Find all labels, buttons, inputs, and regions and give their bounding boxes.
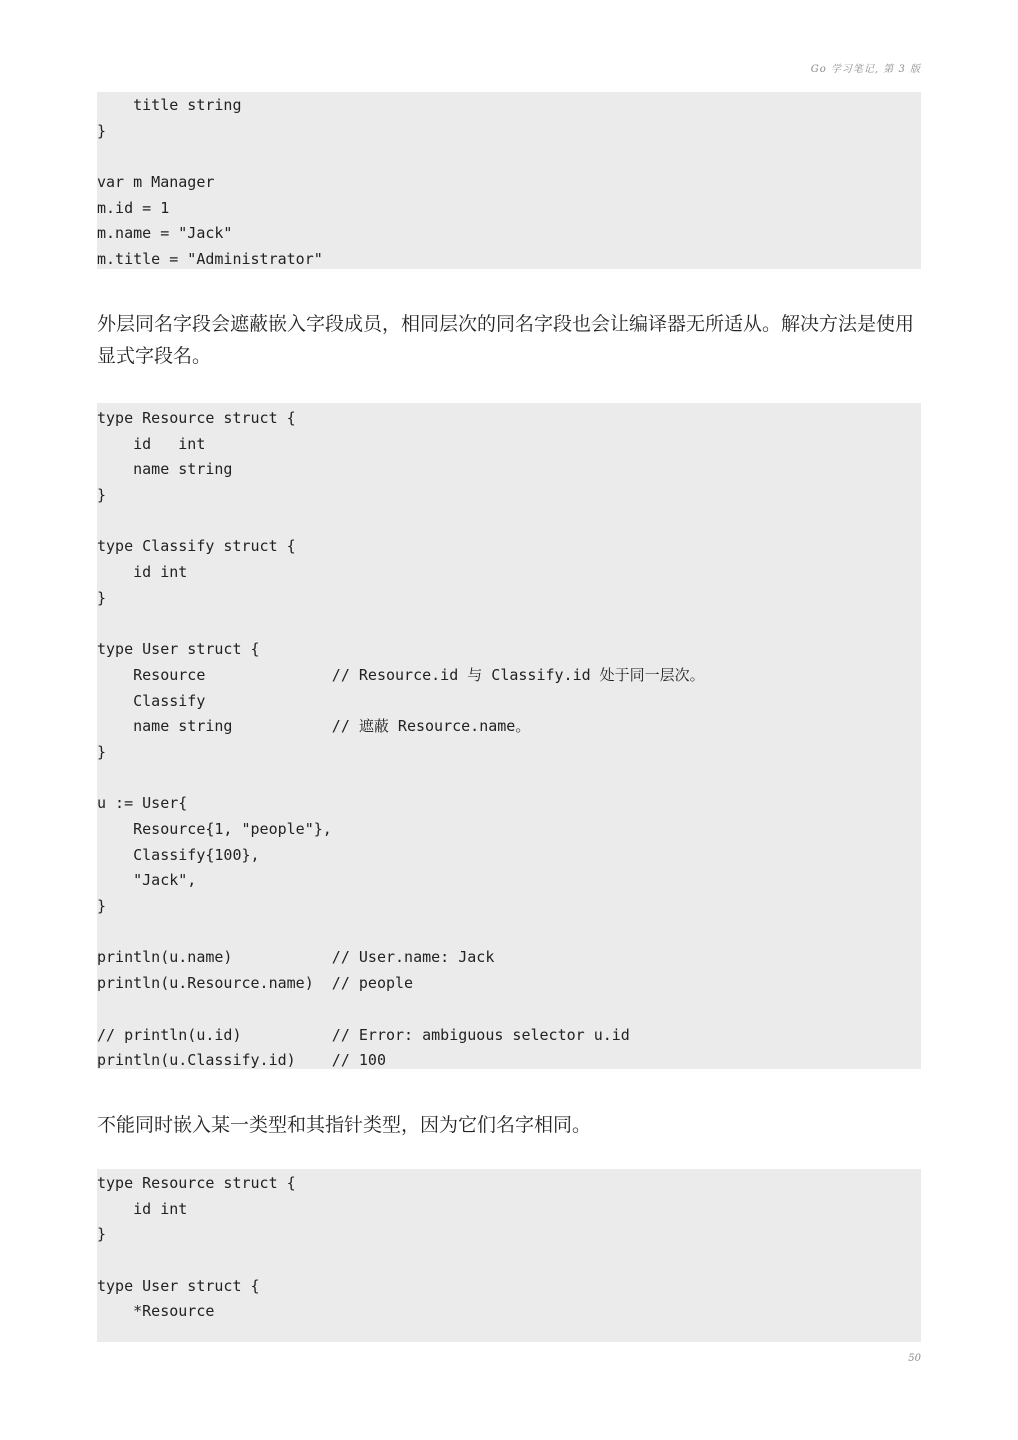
code-line: m.id = 1 [97,198,170,217]
code-line: type Classify struct { [97,537,296,556]
page-number: 50 [908,1353,921,1364]
code-line [97,766,921,792]
code-block-pointer-embed [97,1169,921,1342]
code-line: id int [97,563,188,582]
code-line: name string [97,460,233,479]
code-line: } [97,121,107,140]
code-line: type Resource struct { [97,1174,296,1192]
running-header: Go 学习笔记, 第 3 版 [810,64,921,75]
code-line: u := User{ [97,794,188,813]
code-line: id int [97,1199,188,1218]
code-line: // println(u.id) // Error: ambiguous selector u.id [97,1025,630,1044]
code-line: println(u.name) // User.name: Jack [97,948,495,967]
code-line: m.title = "Administrator" [97,250,323,269]
code-line: type User struct { [97,1276,260,1295]
body-paragraph: 外层同名字段会遮蔽嵌入字段成员，相同层次的同名字段也会让编译器无所适从。解决方法是使用显式字段名。 [97,313,915,367]
code-line: } [97,742,107,761]
code-line: var m Manager [97,173,215,192]
code-line [97,997,921,1023]
code-block-user-struct [97,403,921,1069]
code-line: "Jack", [97,871,197,890]
code-line [97,612,921,638]
code-line: } [97,486,107,505]
code-line [97,920,921,946]
body-paragraph: 不能同时嵌入某一类型和其指针类型，因为它们名字相同。 [97,1114,592,1136]
code-line [97,1248,921,1274]
code-line: println(u.Resource.name) // people [97,974,414,993]
code-line: Classify{100}, [97,845,260,864]
code-line: name string // 遮蔽 Resource.name。 [97,717,531,736]
code-line: id int [97,434,206,453]
code-line: } [97,897,107,916]
code-block-manager [97,92,921,269]
code-line: Resource{1, "people"}, [97,820,332,838]
code-line: println(u.Classify.id) // 100 [97,1051,386,1070]
code-line: } [97,588,107,607]
code-line: } [97,1225,107,1244]
code-line: title string [97,96,242,114]
code-line: Classify [97,691,206,710]
code-line: *Resource [97,1302,215,1321]
code-line: Resource // Resource.id 与 Classify.id 处于同一层次。 [97,665,705,684]
code-line: type User struct { [97,640,260,659]
code-line [97,509,921,535]
code-line: m.name = "Jack" [97,224,233,243]
code-line: type Resource struct { [97,409,296,427]
code-line [97,144,921,170]
